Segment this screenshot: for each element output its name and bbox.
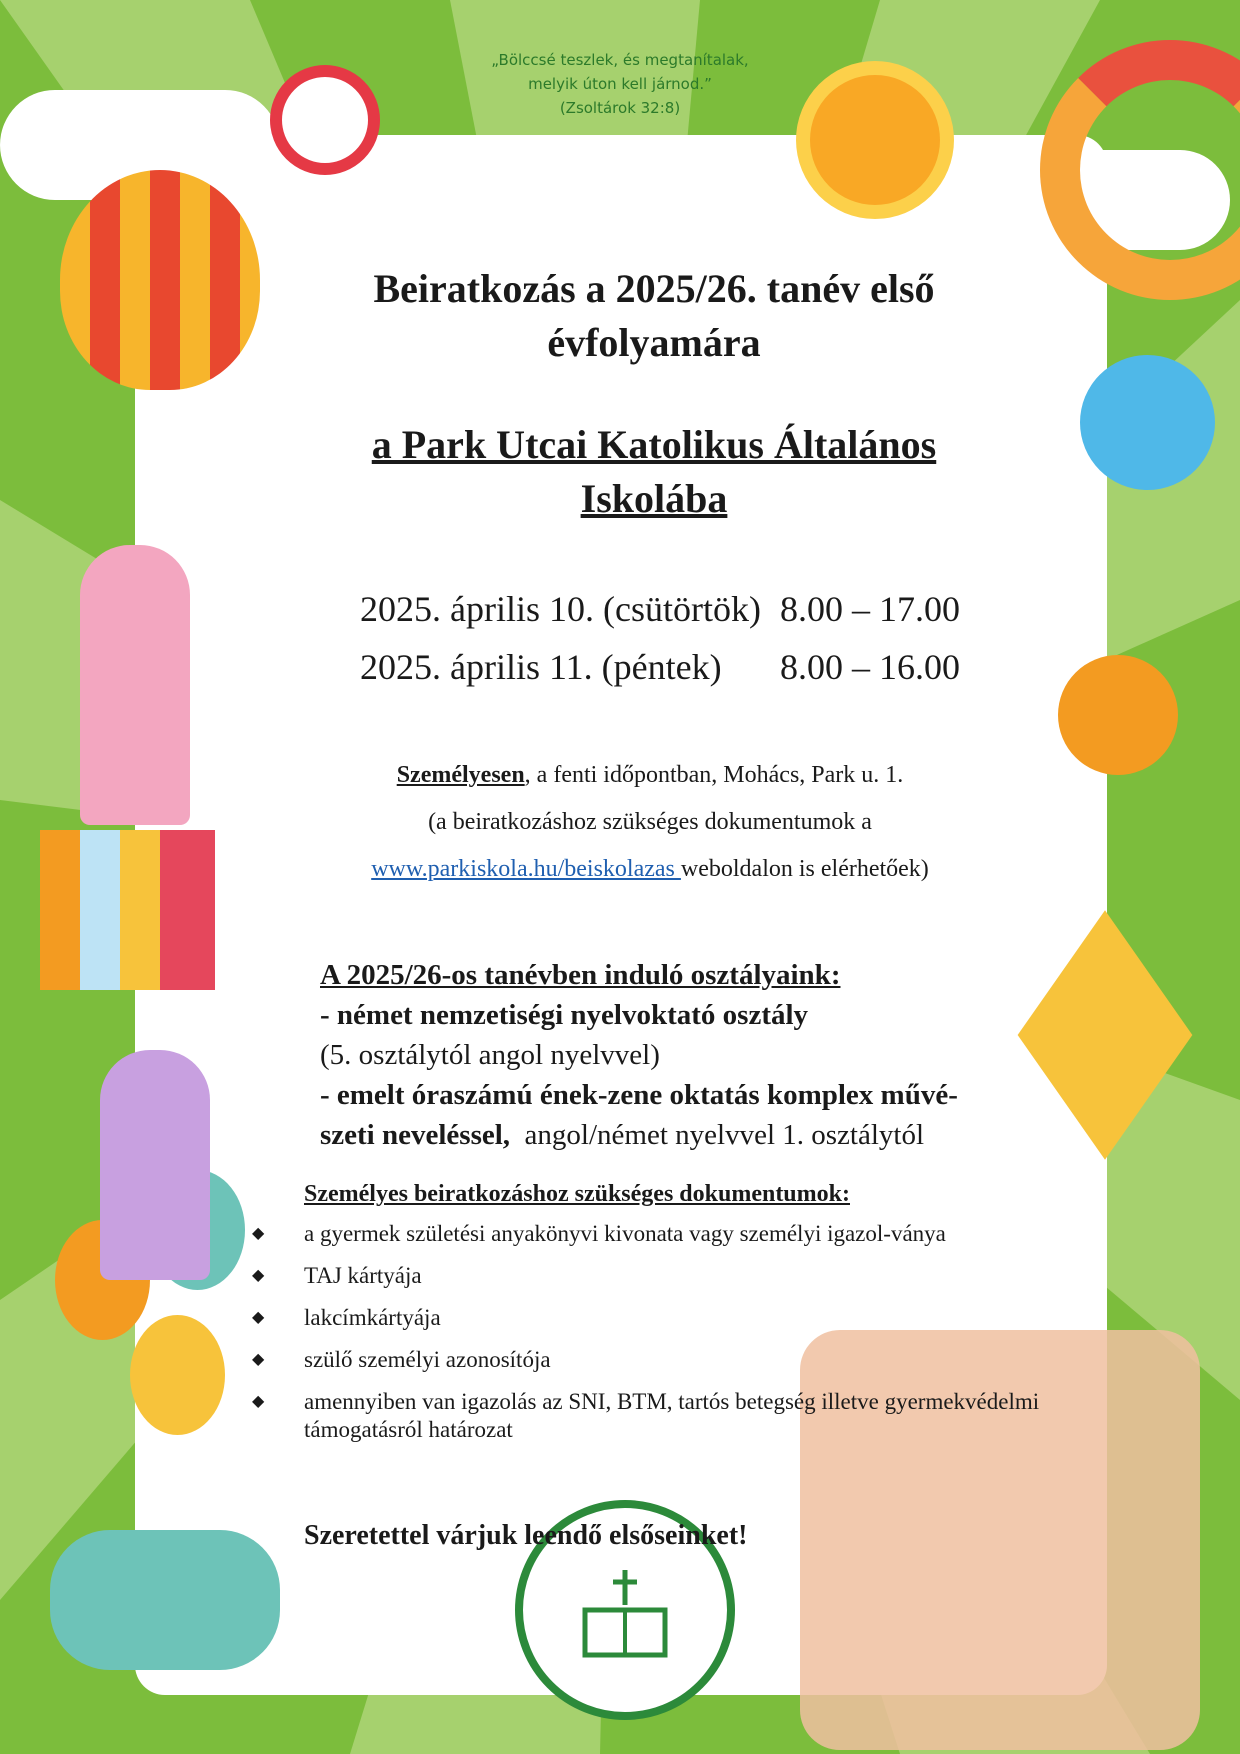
balloon-icon <box>130 1315 225 1435</box>
globe-icon <box>1080 355 1215 490</box>
class-item: szeti neveléssel, <box>320 1119 511 1151</box>
document-text: TAJ kártyája <box>304 1263 422 1288</box>
hot-air-balloon-icon <box>60 170 260 390</box>
books-icon <box>40 830 215 990</box>
classes-section <box>320 955 958 1155</box>
info-text: weboldalon is elérhetőek) <box>680 856 929 882</box>
quote-line: melyik úton kell járnod.” <box>528 75 712 93</box>
class-item: - emelt óraszámú ének-zene oktatás komplex művé- <box>320 1079 958 1111</box>
address-text: , a fenti időpontban, Mohács, Park u. 1. <box>524 762 904 788</box>
documents-heading: Személyes beiratkozáshoz szükséges dokumentumok: <box>304 1181 850 1207</box>
date-row <box>360 580 960 638</box>
title-line: évfolyamára <box>547 320 761 365</box>
website-link[interactable]: www.parkiskola.hu/beiskolazas <box>371 856 681 882</box>
enrollment-dates <box>360 580 960 696</box>
classes-heading: A 2025/26-os tanévben induló osztályaink: <box>320 959 841 991</box>
date-row <box>360 638 960 696</box>
document-item <box>252 1304 1064 1332</box>
date: 2025. április 11. (péntek) <box>360 647 722 687</box>
document-text: amennyiben van igazolás az SNI, BTM, tartós betegség illetve gyermekvédelmi támogatásról határozat <box>304 1389 1040 1442</box>
closing-message: Szeretettel várjuk leendő elsőseinket! <box>304 1520 748 1551</box>
quote-source: (Zsoltárok 32:8) <box>559 99 681 117</box>
girl-illustration <box>100 1050 210 1280</box>
document-item <box>252 1220 1064 1248</box>
document-text: a gyermek születési anyakönyvi kivonata vagy személyi igazol-ványa <box>304 1221 946 1246</box>
class-item: - német nemzetiségi nyelvoktató osztály <box>320 999 809 1031</box>
child-with-telescope-illustration <box>80 545 190 825</box>
document-item <box>252 1388 1044 1444</box>
boy-lying-illustration <box>50 1530 280 1670</box>
alarm-clock-icon <box>270 65 380 175</box>
bullet-icon: ◆ <box>252 1393 265 1410</box>
bullet-icon: ◆ <box>252 1351 265 1368</box>
bullet-icon: ◆ <box>252 1309 265 1326</box>
page-title <box>250 262 1058 370</box>
class-note: (5. osztálytól angol nyelvvel) <box>320 1039 660 1071</box>
document-text: szülő személyi azonosítója <box>304 1347 551 1372</box>
bible-quote <box>470 48 770 120</box>
documents-section <box>252 1180 1064 1458</box>
in-person-label: Személyesen <box>396 762 525 788</box>
quote-line: „Bölccsé teszlek, és megtanítalak, <box>491 51 749 69</box>
class-note: angol/német nyelvvel 1. osztálytól <box>510 1119 925 1151</box>
school-name-line: Iskolába <box>580 476 728 521</box>
title-line: Beiratkozás a 2025/26. tanév első <box>373 266 935 311</box>
document-item <box>252 1346 1064 1374</box>
info-text: (a beiratkozáshoz szükséges dokumentumok a <box>428 809 872 835</box>
sun-icon <box>810 75 940 205</box>
document-text: lakcímkártyája <box>304 1305 441 1330</box>
document-item <box>252 1262 1064 1290</box>
enrollment-info <box>300 752 1000 893</box>
book-cross-icon <box>565 1550 685 1670</box>
school-name <box>250 418 1058 526</box>
school-name-line: a Park Utcai Katolikus Általános <box>371 422 937 467</box>
bullet-icon: ◆ <box>252 1267 265 1284</box>
date: 2025. április 10. (csütörtök) <box>360 589 761 629</box>
time: 8.00 – 17.00 <box>780 589 960 629</box>
bullet-icon: ◆ <box>252 1225 265 1242</box>
basketball-icon <box>1058 655 1178 775</box>
time: 8.00 – 16.00 <box>780 647 960 687</box>
